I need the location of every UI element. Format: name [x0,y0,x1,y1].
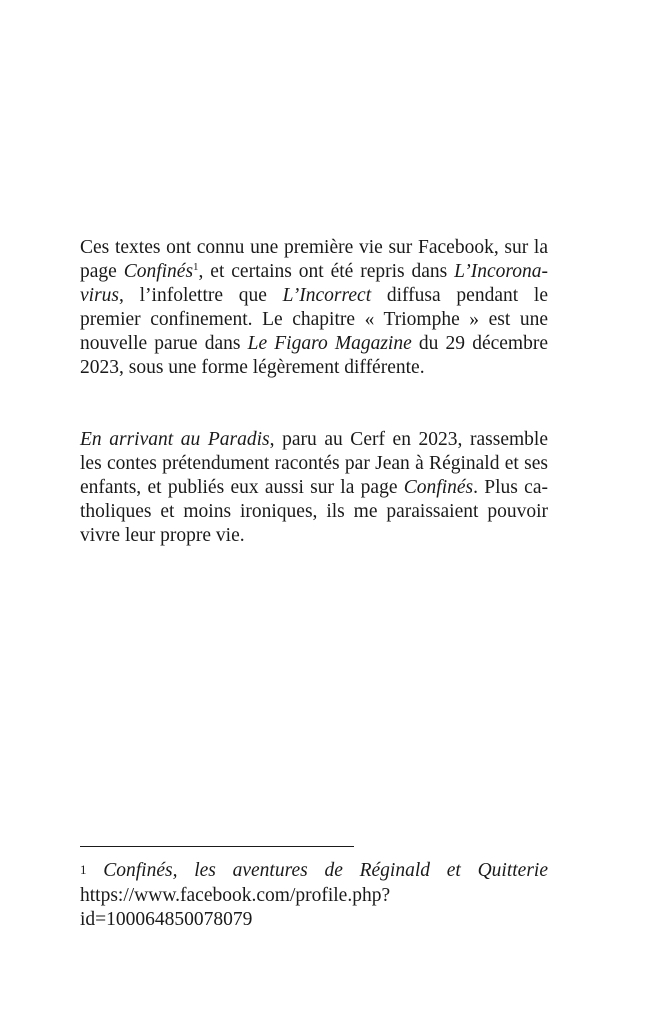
book-title-paradis: En arrivant au Paradis [80,429,270,450]
footnote [80,859,548,932]
book-title: Confinés [403,477,474,498]
text-run: , paru au Cerf en 2023, rassemble les contes prétendument racontés par Jean à Réginald et ses enfants, et publiés eux aussi sur la page [80,429,548,498]
text-run: . Plus catholiques et moins ironiques, ils me paraissaient pouvoir vivre leur propre vie. [80,477,548,546]
book-title: Confinés [123,261,194,282]
paragraph-second [80,428,548,548]
magazine-title-figaro: Le Figaro Magazine [247,333,412,354]
footnote-reference[interactable]: 1 [193,261,199,273]
text-run: du 29 décembre 2023, sous une forme légèrement différente. [80,333,548,378]
text-run: Ces textes ont connu une première vie sur Facebook, sur la page [80,237,548,282]
footnote-separator [80,846,354,847]
text-run: diffusa pendant le premier confinement. Le chapitre « Triomphe » est une nouvelle parue dans [80,285,548,354]
text-run: , l’infolettre que [119,285,283,306]
newsletter-title: L’Incoronavirus [80,261,548,306]
footnote-title: Confinés, les aventures de Réginald et Quitterie [103,860,548,881]
footnote-number: 1 [80,862,87,877]
footnote-url[interactable]: https://www.facebook.com/profile.php?id=100064850078079 [80,885,391,930]
paragraph-first [80,236,548,380]
text-run: , et certains ont été repris dans [198,261,455,282]
magazine-title: L’Incorrect [282,285,372,306]
